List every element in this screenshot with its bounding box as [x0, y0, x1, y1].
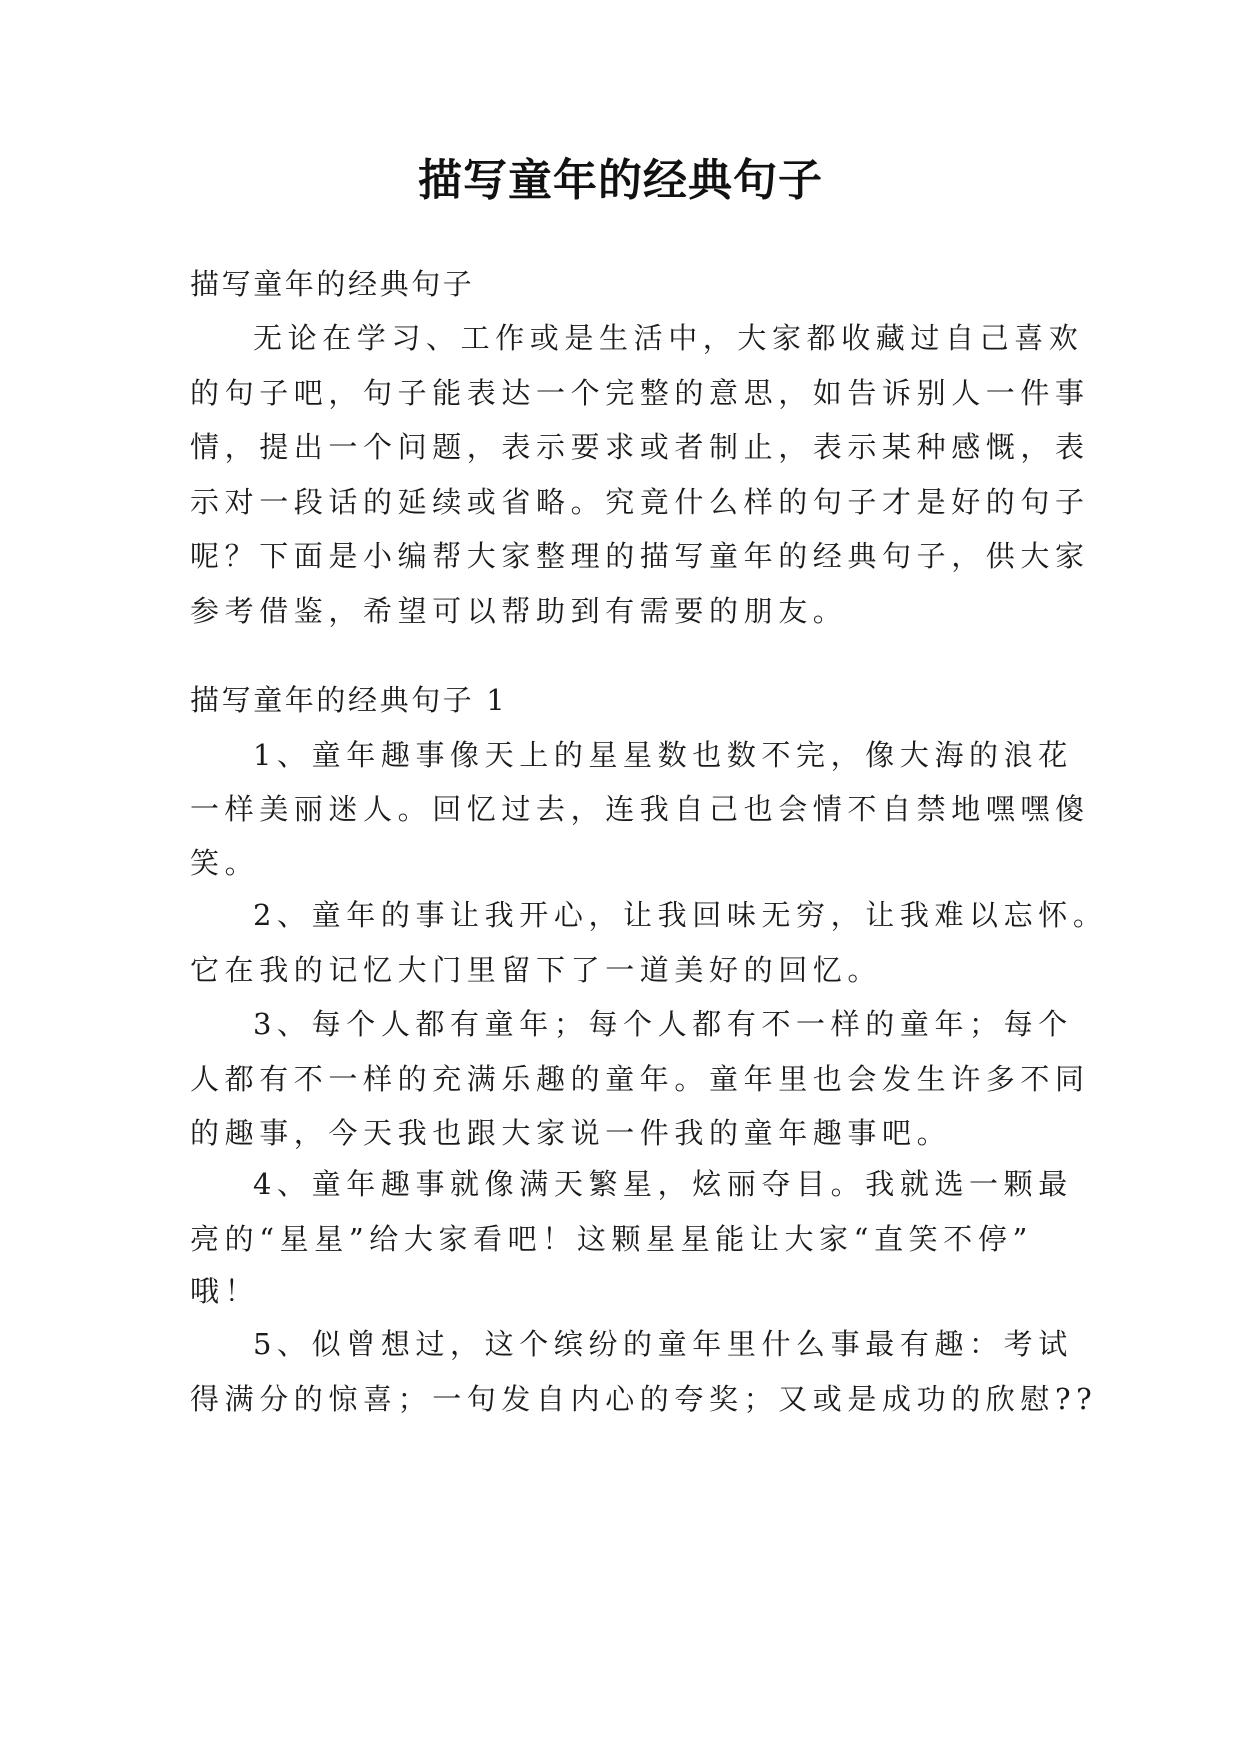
item-line: 的趣事，今天我也跟大家说一件我的童年趣事吧。	[190, 1116, 952, 1150]
subtitle: 描写童年的经典句子	[190, 267, 475, 301]
intro-line: 参考借鉴，希望可以帮助到有需要的朋友。	[190, 594, 848, 628]
intro-line: 示对一段话的延续或省略。究竟什么样的句子才是好的句子	[190, 485, 1090, 519]
item-line: 哦！	[190, 1274, 260, 1308]
section-heading: 描写童年的经典句子 1	[190, 683, 508, 717]
document-title: 描写童年的经典句子	[418, 155, 823, 206]
item-line: 5、似曾想过，这个缤纷的童年里什么事最有趣：考试	[253, 1327, 1073, 1361]
intro-line: 呢？下面是小编帮大家整理的描写童年的经典句子，供大家	[190, 539, 1090, 573]
item-line: 它在我的记忆大门里留下了一道美好的回忆。	[190, 953, 883, 987]
intro-line: 无论在学习、工作或是生活中，大家都收藏过自己喜欢	[253, 321, 1084, 355]
item-line: 一样美丽迷人。回忆过去，连我自己也会情不自禁地嘿嘿傻	[190, 792, 1090, 826]
item-line: 3、每个人都有童年；每个人都有不一样的童年；每个	[253, 1007, 1073, 1041]
item-line: 1、童年趣事像天上的星星数也数不完，像大海的浪花	[253, 738, 1073, 772]
item-line: 得满分的惊喜；一句发自内心的夸奖；又或是成功的欣慰??	[190, 1382, 1098, 1416]
intro-line: 的句子吧，句子能表达一个完整的意思，如告诉别人一件事	[190, 376, 1090, 410]
item-line: 2、童年的事让我开心，让我回味无穷，让我难以忘怀。	[253, 898, 1108, 932]
intro-line: 情，提出一个问题，表示要求或者制止，表示某种感慨，表	[190, 430, 1090, 464]
item-line: 笑。	[190, 846, 260, 880]
item-line: 亮的“星星”给大家看吧！这颗星星能让大家“直笑不停”	[190, 1222, 1033, 1256]
item-line: 人都有不一样的充满乐趣的童年。童年里也会发生许多不同	[190, 1062, 1090, 1096]
item-line: 4、童年趣事就像满天繁星，炫丽夺目。我就选一颗最	[253, 1167, 1073, 1201]
